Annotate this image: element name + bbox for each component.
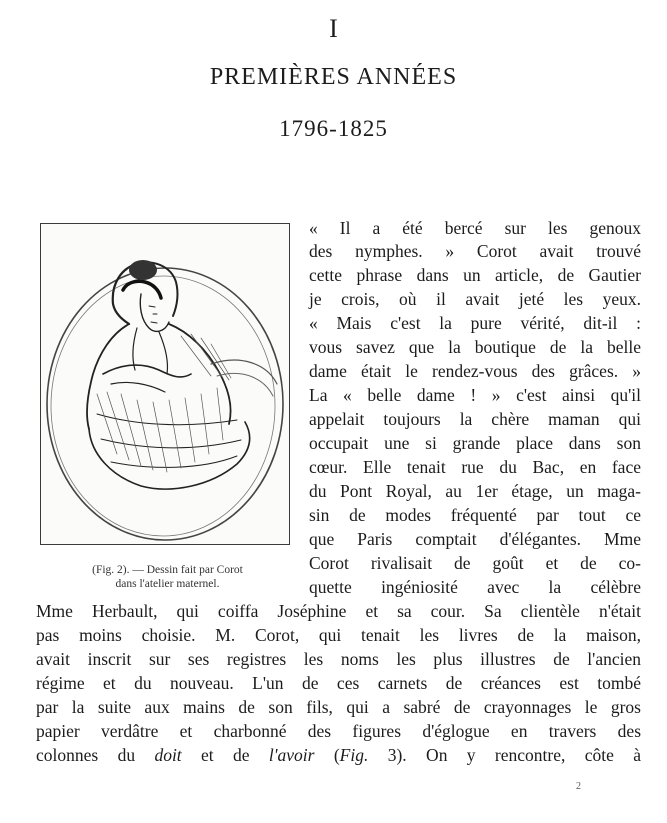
text-line: Corot rivalisait de goût et de co- xyxy=(309,553,641,573)
italic-doit: doit xyxy=(154,745,182,765)
text-fragment: ). On y rencontre, côte à xyxy=(396,745,642,765)
text-fragment: ( xyxy=(314,745,340,765)
chapter-title: PREMIÈRES ANNÉES xyxy=(209,64,458,90)
text-line: cette phrase dans un article, de Gautier xyxy=(309,265,641,285)
text-line: appelait toujours la chère maman qui xyxy=(309,409,641,429)
text-line: papier verdâtre et charbonné des figures d'églogue en travers des xyxy=(36,721,641,741)
figure-caption xyxy=(40,563,295,591)
chapter-number: I xyxy=(329,14,338,43)
text-line: pas moins choisie. M. Corot, qui tenait les livres de la maison, xyxy=(36,625,641,645)
text-line: par la suite aux mains de son fils, qui a sabré de crayonnages le gros xyxy=(36,697,641,717)
text-line: régime et du nouveau. L'un de ces carnets de créances est tombé xyxy=(36,673,641,693)
text-line: La « belle dame ! » c'est ainsi qu'il xyxy=(309,385,641,405)
text-line: vous savez que la boutique de la belle xyxy=(309,337,641,357)
chapter-dates: 1796-1825 xyxy=(279,116,388,141)
text-line: sin de modes fréquenté par tout ce xyxy=(309,505,641,525)
text-line: « Mais c'est la pure vérité, dit-il : xyxy=(309,313,641,333)
text-line: dame était le rendez-vous des grâces. » xyxy=(309,361,641,381)
text-line: je crois, où il avait jeté les yeux. xyxy=(309,289,641,309)
text-fragment: 3 xyxy=(368,745,397,765)
text-line: que Paris comptait d'élégantes. Mme xyxy=(309,529,641,549)
text-line: occupait une si grande place dans son xyxy=(309,433,641,453)
italic-fig: Fig. xyxy=(339,745,369,765)
text-line: quette ingéniosité avec la célèbre xyxy=(309,577,641,597)
text-line: cœur. Elle tenait rue du Bac, en face xyxy=(309,457,641,477)
figure-illustration xyxy=(40,223,290,545)
text-line: « Il a été bercé sur les genoux xyxy=(309,218,641,238)
text-fragment: et de xyxy=(181,745,269,765)
text-line: du Pont Royal, au 1er étage, un maga- xyxy=(309,481,641,501)
sketch-drawing xyxy=(41,224,289,544)
caption-line-1: (Fig. 2). — Dessin fait par Corot xyxy=(92,564,243,576)
text-line: Mme Herbault, qui coiffa Joséphine et sa cour. Sa clientèle n'était xyxy=(36,601,641,621)
caption-line-2: dans l'atelier maternel. xyxy=(115,578,220,590)
text-line: des nymphes. » Corot avait trouvé xyxy=(309,241,641,261)
text-line: avait inscrit sur ses registres les noms les plus illustres de l'ancien xyxy=(36,649,641,669)
text-fragment: colonnes du xyxy=(36,745,155,765)
text-line-last xyxy=(36,744,641,766)
page-mark: 2 xyxy=(576,781,581,792)
italic-avoir: l'avoir xyxy=(268,745,315,765)
